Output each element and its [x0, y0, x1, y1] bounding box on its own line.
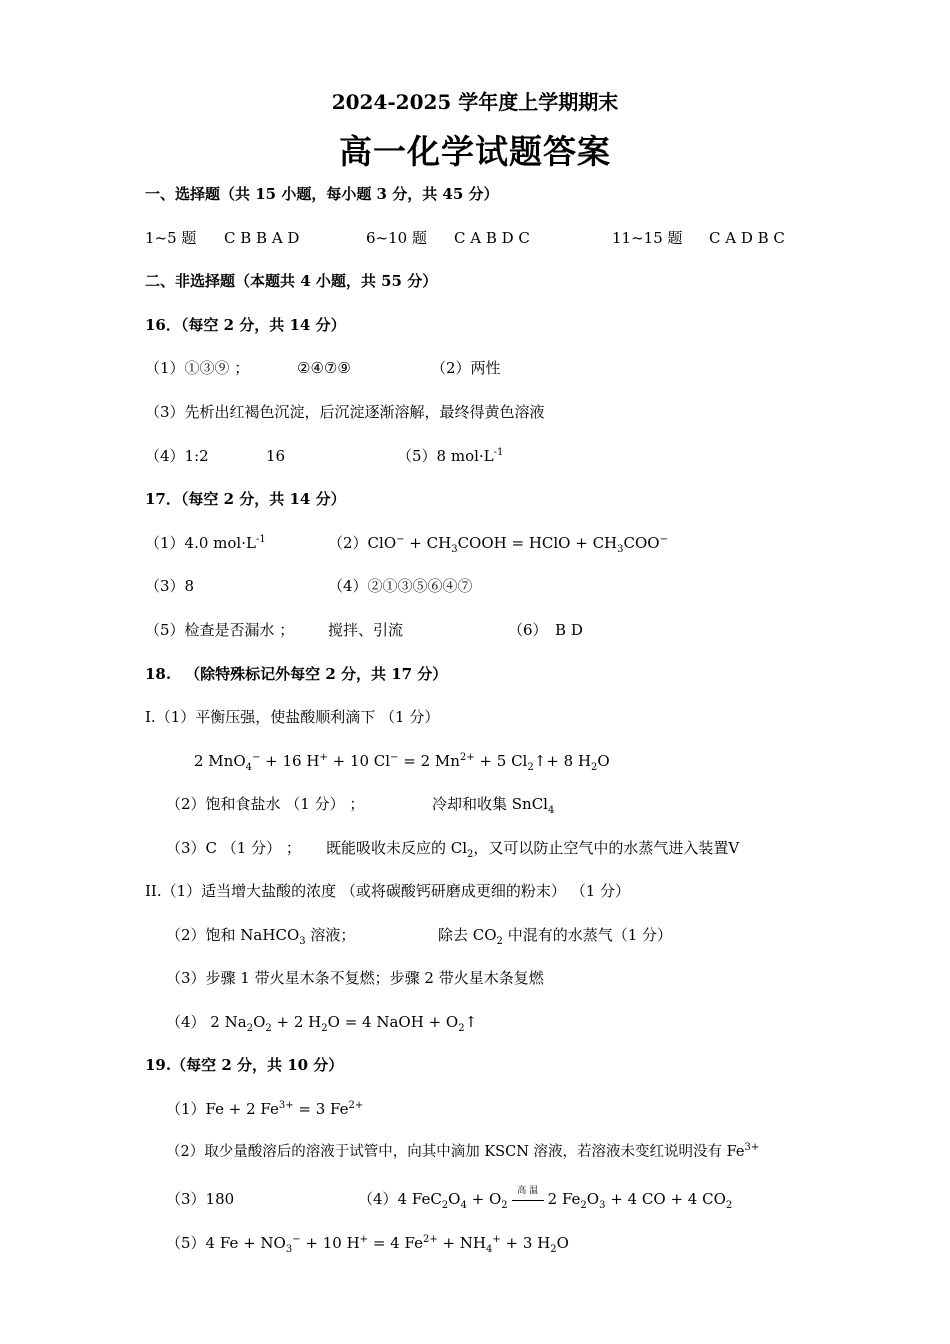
q19-p5-t2: + 10 H	[300, 1234, 360, 1252]
q19-p4-s3: 2	[501, 1200, 508, 1211]
q18-eq-s6: 2	[591, 762, 598, 773]
q19-p5-sp4: +	[492, 1234, 501, 1245]
q18-ii2-answer-b	[438, 925, 672, 945]
q19-p2-answer	[166, 1142, 759, 1162]
q19-p1-sp1: 3+	[278, 1100, 294, 1111]
q18-eq-s1: 4	[245, 762, 253, 773]
q18-eq-t6: ↑+ 8 H	[533, 752, 592, 770]
q18-i3b-text: 既能吸收未反应的 Cl	[326, 839, 468, 857]
q18-eq-t3: + 10 Cl	[327, 752, 391, 770]
q17-p2-t1: （2）ClO	[328, 534, 397, 552]
q17-p2-t4: COO	[623, 534, 660, 552]
q17-p1-sup: -1	[255, 534, 266, 545]
q18-ii3-answer: （3）步骤 1 带火星木条不复燃；步骤 2 带火星木条复燃	[166, 969, 544, 987]
q17-p2-sup2: −	[659, 534, 668, 545]
q18-i2-answer-a: （2）饱和食盐水 （1 分） ；	[166, 795, 365, 813]
q19-p5-s1: 3	[285, 1244, 293, 1255]
q19-p4-t6: + 4 CO + 4 CO	[605, 1190, 726, 1208]
q18-ii1-answer: II.（1）适当增大盐酸的浓度 （或将碳酸钙研磨成更细的粉末） （1 分）	[145, 882, 631, 900]
q18-ii4-s1: 2	[246, 1023, 254, 1034]
mc-group2-label: 6~10 题	[366, 229, 427, 247]
q19-p2-sup: 3+	[744, 1142, 760, 1154]
q17-heading: 17．（每空 2 分，共 14 分）	[145, 490, 346, 508]
q18-ii4-s3: 2	[321, 1023, 328, 1034]
q18-i2b-text: 冷却和收集 SnCl	[432, 795, 548, 813]
exam-subtitle: 2024-2025 学年度上学期期末	[331, 90, 619, 114]
q18-number: 18.	[145, 665, 172, 683]
q16-p2-answer: （2）两性	[431, 359, 501, 377]
q18-ii2b-text: 除去 CO	[438, 926, 497, 944]
q16-p4-answer-a: （4）1:2	[145, 447, 209, 465]
q18-i2-answer-b	[432, 794, 554, 814]
q18-eq-t2: + 16 H	[260, 752, 320, 770]
q18-ii4-t1: （4） 2 Na	[166, 1013, 247, 1031]
q18-eq-t1: 2 MnO	[194, 752, 246, 770]
q17-p2-sup1: −	[396, 534, 405, 545]
q17-p2-sub1: 3	[451, 544, 458, 555]
q16-heading: 16．（每空 2 分，共 14 分）	[145, 316, 346, 334]
mc-group3-label: 11~15 题	[612, 229, 683, 247]
q16-p4-answer-b: 16	[266, 447, 286, 465]
q18-ii2b-sub: 2	[496, 936, 503, 947]
q17-p2-t2: + CH	[404, 534, 452, 552]
q19-p4-equation	[358, 1186, 733, 1211]
q17-p1-text: （1）4.0 mol·L	[145, 534, 256, 552]
q18-heading-text: （除特殊标记外每空 2 分，共 17 分）	[185, 665, 448, 683]
reaction-arrow-bar	[512, 1200, 544, 1201]
q18-eq-t5: + 5 Cl	[474, 752, 528, 770]
q17-p2-t3: COOH = HClO + CH	[457, 534, 618, 552]
q16-p5-answer	[397, 446, 503, 466]
q19-p4-t3: + O	[466, 1190, 502, 1208]
q18-ii4-t3: + 2 H	[271, 1013, 322, 1031]
q18-heading	[145, 664, 447, 684]
mc-group1-label: 1~5 题	[145, 229, 197, 247]
reaction-condition	[512, 1186, 544, 1207]
q19-p4-t2: O	[448, 1190, 461, 1208]
q16-p3-answer: （3）先析出红褐色沉淀，后沉淀逐渐溶解，最终得黄色溶液	[145, 403, 545, 421]
q16-p1-answer-b: ②④⑦⑨	[297, 359, 351, 377]
q18-ii4-s4: 2	[458, 1023, 465, 1034]
q18-eq-sp3: −	[390, 752, 399, 763]
q19-p1-equation	[166, 1099, 363, 1119]
mc-group1-answers: C B B A D	[224, 229, 300, 247]
q18-ii2a-end: 溶液；	[305, 926, 356, 944]
q18-ii4-t4: O = 4 NaOH + O	[327, 1013, 459, 1031]
q18-eq-sp1: −	[252, 752, 261, 763]
q19-p4-t1: （4）4 FeC	[358, 1190, 442, 1208]
q19-p5-t5: + 3 H	[500, 1234, 551, 1252]
q18-i3c-text: ，又可以防止空气中的水蒸气进入装置V	[473, 839, 740, 857]
q18-eq-sp4: 2+	[459, 752, 475, 763]
q18-i1-equation	[194, 751, 610, 771]
q19-p5-s5: 2	[550, 1244, 557, 1255]
q17-p5-answer-a: （5）检查是否漏水 ；	[145, 621, 295, 639]
q19-p1-sp2: 2+	[348, 1100, 364, 1111]
q19-p3-answer: （3）180	[166, 1190, 235, 1208]
q17-p5-answer-b: 搅拌、引流	[328, 621, 404, 639]
section1-heading: 一、选择题（共 15 小题，每小题 3 分，共 45 分）	[145, 185, 499, 203]
q19-p5-sp3: 2+	[422, 1234, 438, 1245]
q19-p5-s4: 4	[486, 1244, 493, 1255]
q19-p2-text: （2）取少量酸溶后的溶液于试管中，向其中滴加 KSCN 溶液，若溶液未变红说明没有 Fe	[166, 1144, 745, 1160]
q17-p2-sub2: 3	[617, 544, 624, 555]
q18-eq-t4: = 2 Mn	[398, 752, 460, 770]
q19-heading: 19.（每空 2 分，共 10 分）	[145, 1056, 344, 1074]
q19-p1-t2: = 3 Fe	[293, 1100, 349, 1118]
q18-eq-sp2: +	[319, 752, 328, 763]
q18-ii4-equation	[166, 1012, 477, 1032]
q19-p4-s2: 4	[460, 1200, 467, 1211]
mc-group2-answers: C A B D C	[454, 229, 530, 247]
q17-p2-equation	[328, 533, 668, 553]
q19-p4-t4: 2 Fe	[547, 1190, 581, 1208]
q19-p5-equation	[166, 1233, 569, 1253]
q18-eq-s5: 2	[527, 762, 534, 773]
q16-p5-text: （5）8 mol·L	[397, 447, 494, 465]
q19-p4-t5: O	[586, 1190, 600, 1208]
q18-i3-answer-b	[326, 838, 739, 858]
q17-p3-answer: （3）8	[145, 577, 195, 595]
q19-p5-t6: O	[556, 1234, 569, 1252]
q18-i3-answer-a: （3）C （1 分） ；	[166, 839, 301, 857]
q19-p4-s1: 2	[441, 1200, 449, 1211]
mc-group3-answers: C A D B C	[709, 229, 785, 247]
q17-p4-answer: （4）②①③⑤⑥④⑦	[328, 577, 473, 595]
q18-ii2a-sub: 3	[299, 936, 306, 947]
q18-ii4-t5: ↑	[464, 1013, 478, 1031]
reaction-condition-label: 高 温	[517, 1186, 539, 1196]
q19-p4-s5: 3	[599, 1200, 606, 1211]
exam-title: 高一化学试题答案	[339, 132, 611, 171]
q19-p5-t4: + NH	[437, 1234, 487, 1252]
q17-p1-answer	[145, 533, 266, 553]
q19-p5-t1: （5）4 Fe + NO	[166, 1234, 286, 1252]
q18-ii4-t2: O	[253, 1013, 266, 1031]
q18-i3b-sub: 2	[467, 849, 474, 860]
q16-p1-answer-a: （1）①③⑨ ；	[145, 359, 250, 377]
q18-i2b-sub: 4	[547, 805, 555, 816]
q18-ii2-answer-a	[166, 925, 355, 945]
q18-ii2b-end: 中混有的水蒸气（1 分）	[502, 926, 673, 944]
q16-p5-sup: -1	[493, 447, 504, 458]
q19-p5-sp2: +	[359, 1234, 369, 1245]
q19-p5-sp1: −	[292, 1234, 301, 1245]
q17-p6-answer: （6） B D	[508, 621, 583, 639]
q18-eq-t7: O	[597, 752, 610, 770]
q18-i1-answer: I.（1）平衡压强，使盐酸顺利滴下 （1 分）	[145, 708, 440, 726]
q19-p5-t3: = 4 Fe	[368, 1234, 423, 1252]
q19-p1-t1: （1）Fe + 2 Fe	[166, 1100, 279, 1118]
q18-ii4-s2: 2	[265, 1023, 272, 1034]
q19-p4-s6: 2	[725, 1200, 733, 1211]
q18-ii2a-text: （2）饱和 NaHCO	[166, 926, 300, 944]
q19-p4-s4: 2	[580, 1200, 587, 1211]
section2-heading: 二、非选择题（本题共 4 小题，共 55 分）	[145, 272, 438, 290]
